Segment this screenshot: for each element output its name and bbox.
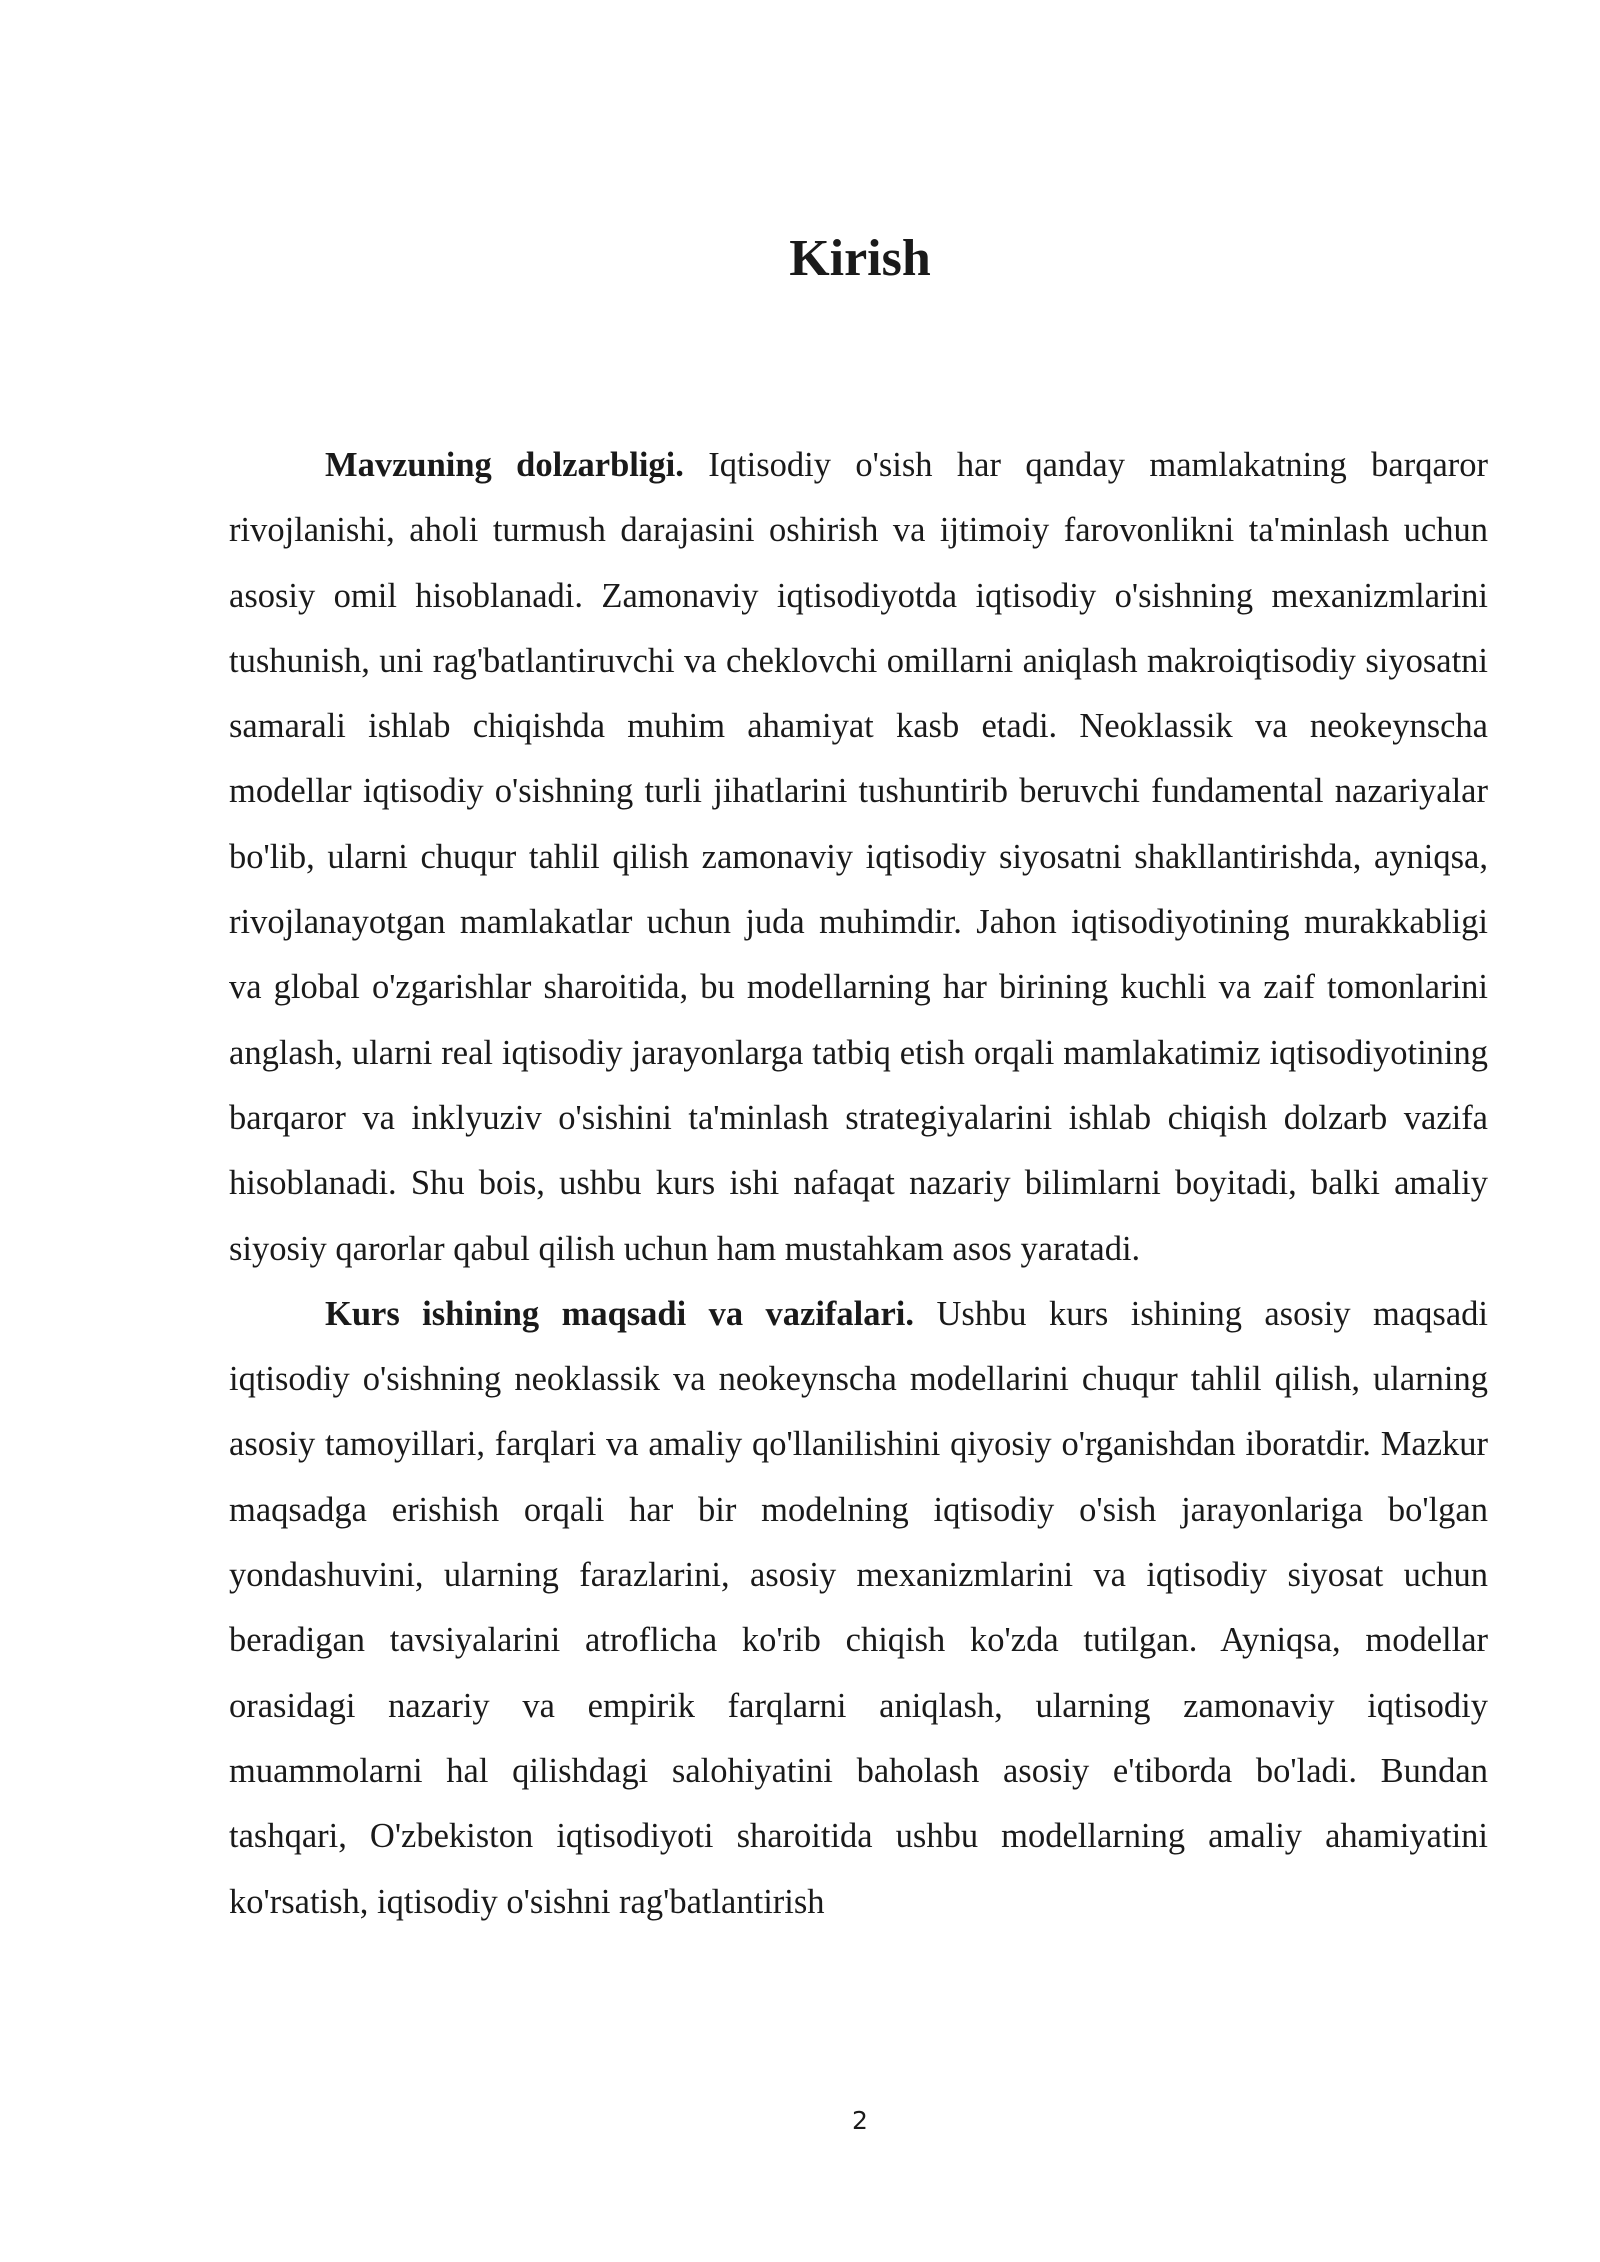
page-title: Kirish xyxy=(789,230,931,287)
paragraph-relevance xyxy=(229,433,1488,1282)
paragraph-text: Ushbu kurs ishining asosiy maqsadi iqtisodiy o'sishning neoklassik va neokeynscha modellarini chuqur tahlil qilish, ularning asosiy tamoyillari, farqlari va amaliy qo'llanilishini qiyosiy o'rganishdan iboratdir. Mazkur maqsadga erishish orqali har bir modelning iqtisodiy o'sish jarayonlariga bo'lgan yondashuvini, ularning farazlarini, asosiy mexanizmlarini va iqtisodiy siyosat uchun beradigan tavsiyalarini atroflicha ko'rib chiqish ko'zda tutilgan. Ayniqsa, modellar orasidagi nazariy va empirik farqlarni aniqlash, ularning zamonaviy iqtisodiy muammolarni hal qilishdagi salohiyatini baholash asosiy e'tiborda bo'ladi. Bundan tashqari, O'zbekiston iqtisodiyoti sharoitida ushbu modellarning amaliy ahamiyatini ko'rsatish, iqtisodiy o'sishni rag'batlantirish xyxy=(229,1294,1488,1921)
page-number: 2 xyxy=(852,2106,868,2135)
body-text xyxy=(229,433,1488,1935)
paragraph-lead: Kurs ishining maqsadi va vazifalari. xyxy=(325,1294,915,1333)
paragraph-lead: Mavzuning dolzarbligi. xyxy=(325,446,684,484)
paragraph-text: Iqtisodiy o'sish har qanday mamlakatning barqaror rivojlanishi, aholi turmush darajasini oshirish va ijtimoiy farovonlikni ta'minlash uchun asosiy omil hisoblanadi. Zamonaviy iqtisodiyotda iqtisodiy o'sishning mexanizmlarini tushunish, uni rag'batlantiruvchi va cheklovchi omillarni aniqlash makroiqtisodiy siyosatni samarali ishlab chiqishda muhim ahamiyat kasb etadi. Neoklassik va neokeynscha modellar iqtisodiy o'sishning turli jihatlarini tushuntirib beruvchi fundamental nazariyalar bo'lib, ularni chuqur tahlil qilish zamonaviy iqtisodiy siyosatni shakllantirishda, ayniqsa, rivojlanayotgan mamlakatlar uchun juda muhimdir. Jahon iqtisodiyotining murakkabligi va global o'zgarishlar sharoitida, bu modellarning har birining kuchli va zaif tomonlarini anglash, ularni real iqtisodiy jarayonlarga tatbiq etish orqali mamlakatimiz iqtisodiyotining barqaror va inklyuziv o'sishini ta'minlash strategiyalarini ishlab chiqish dolzarb vazifa hisoblanadi. Shu bois, ushbu kurs ishi nafaqat nazariy bilimlarni boyitadi, balki amaliy siyosiy qarorlar qabul qilish uchun ham mustahkam asos yaratadi. xyxy=(229,446,1488,1268)
paragraph-goals xyxy=(229,1282,1488,1935)
